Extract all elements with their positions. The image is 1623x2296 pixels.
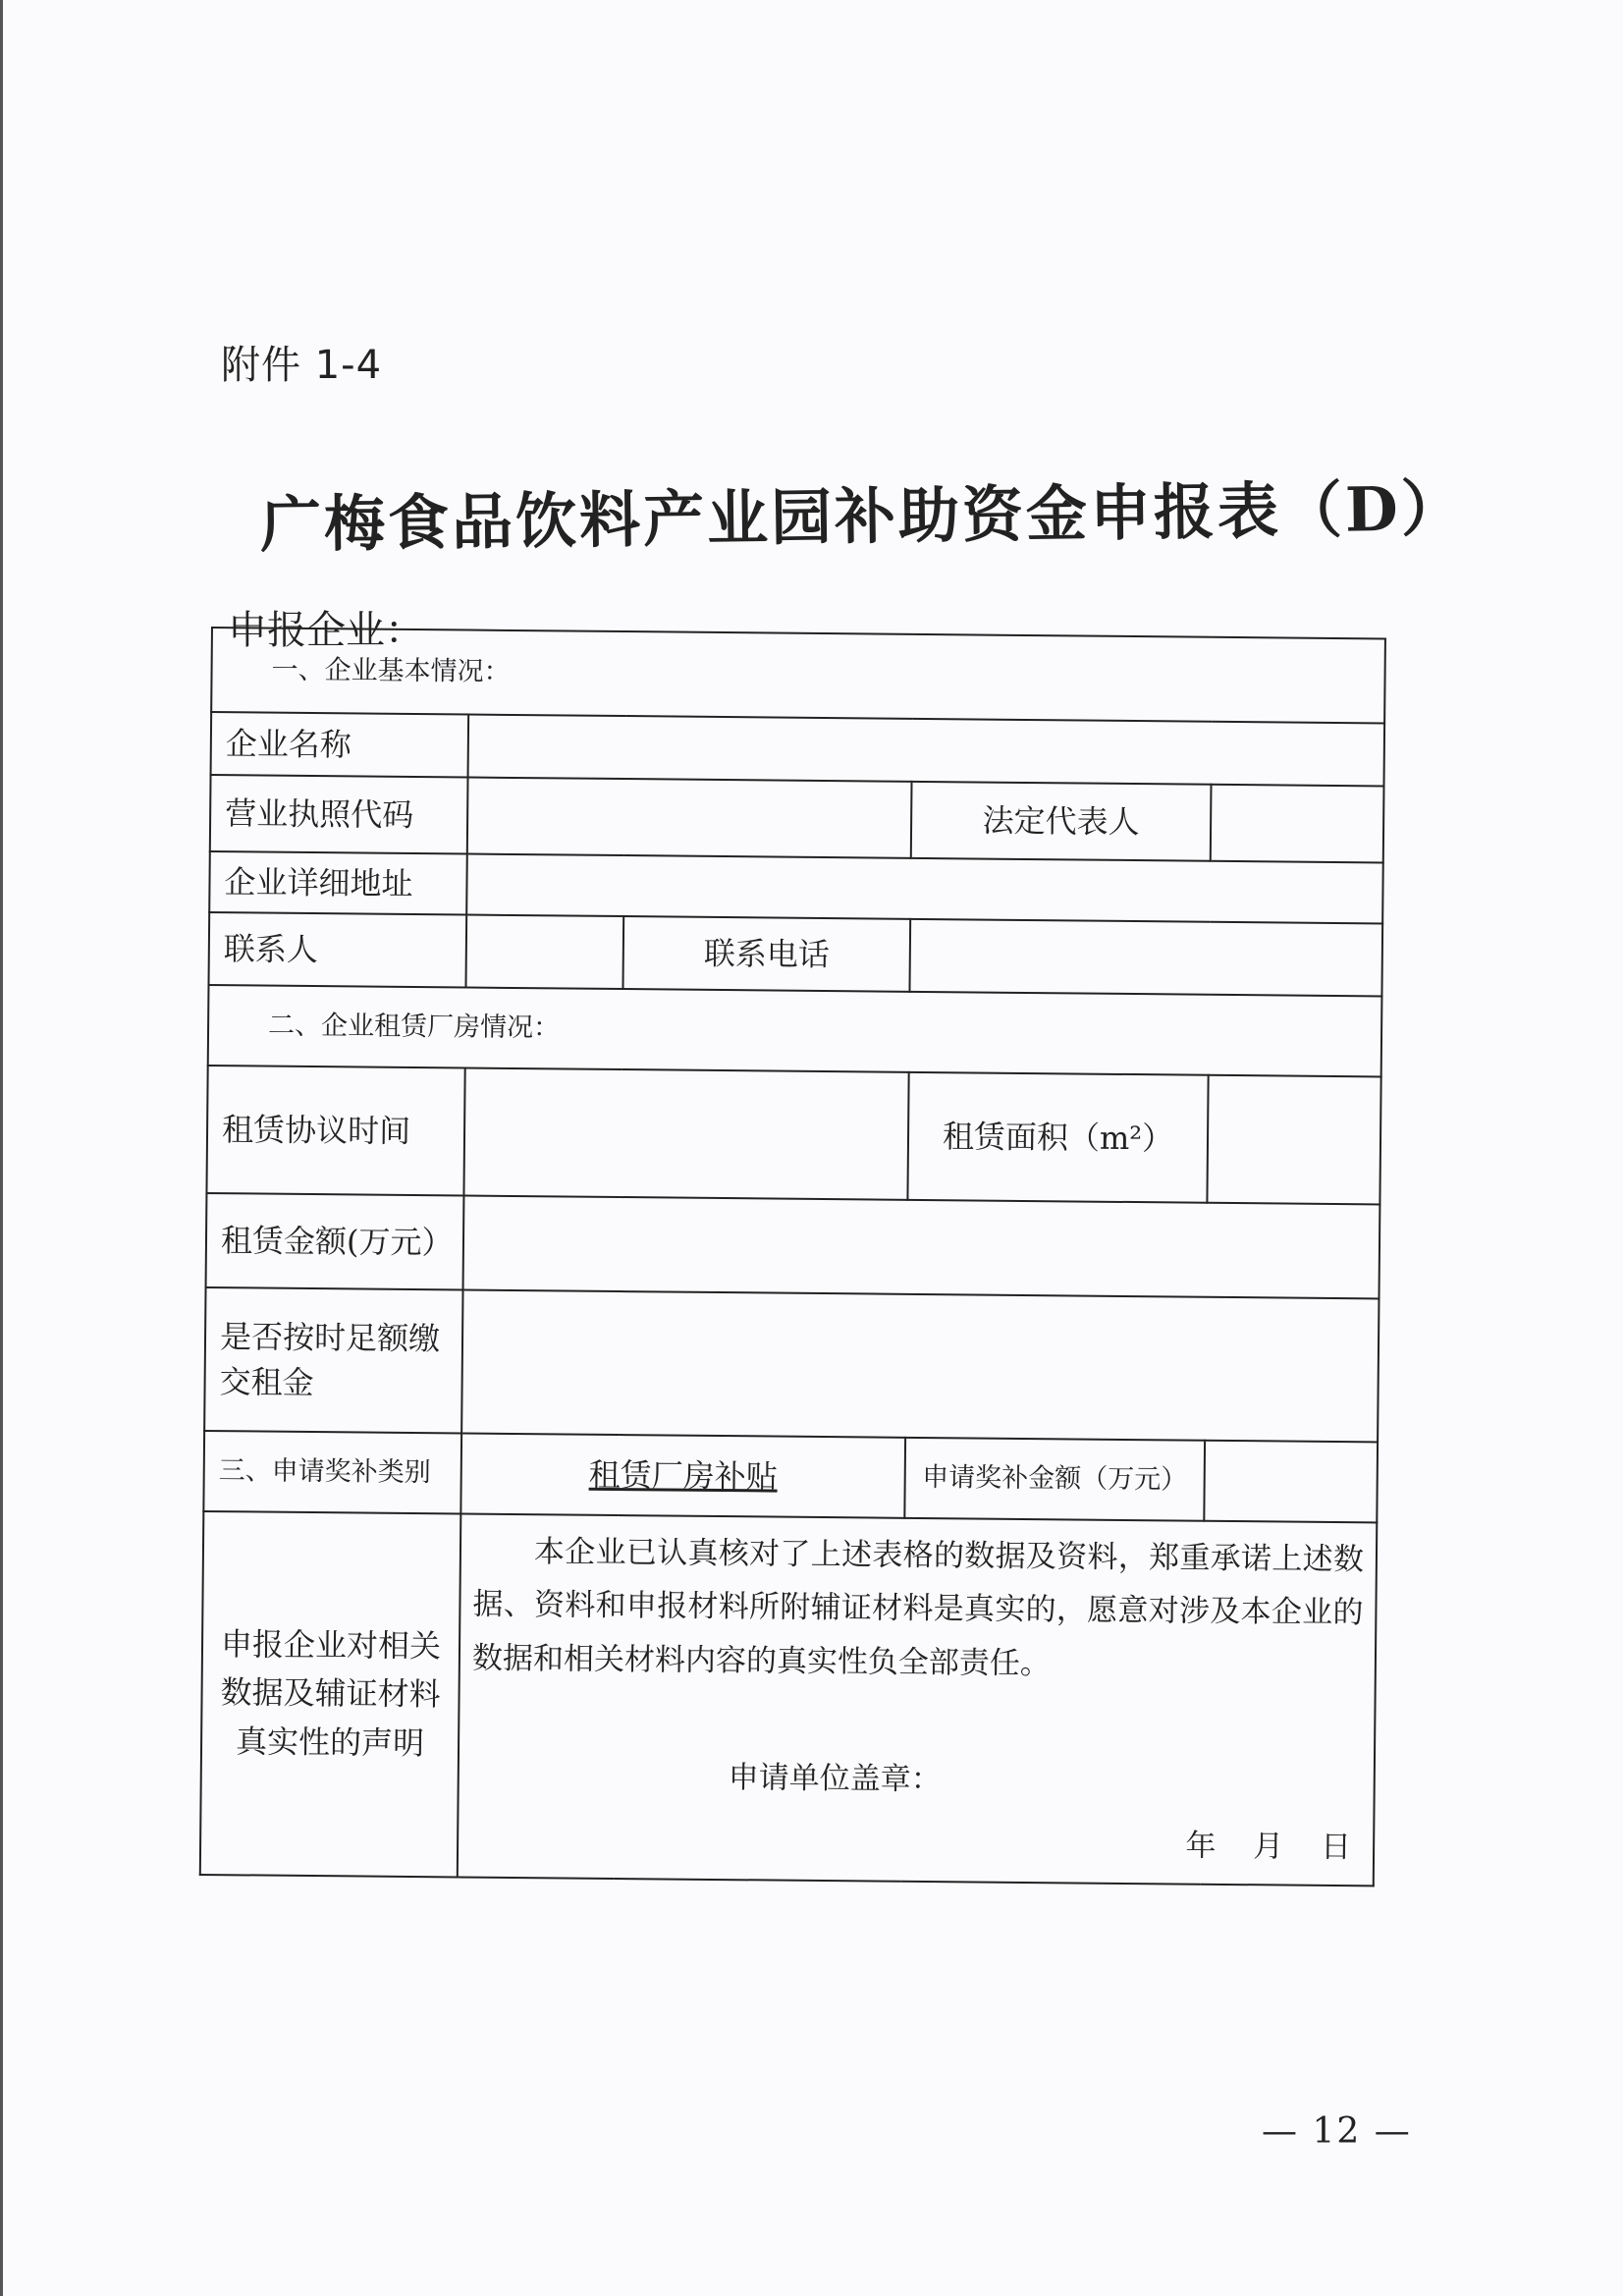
- subsidy-type-value: 租赁厂房补贴: [460, 1433, 905, 1517]
- rent-paid-label: 是否按时足额缴交租金: [204, 1287, 462, 1434]
- company-name-field[interactable]: [468, 715, 1385, 787]
- page-edge: [0, 0, 3, 2296]
- address-field[interactable]: [466, 854, 1383, 924]
- license-code-label: 营业执照代码: [210, 775, 468, 854]
- section-subsidy-type: 三、申请奖补类别: [203, 1431, 461, 1514]
- contact-field[interactable]: [465, 915, 623, 990]
- page-number: — 12 —: [1262, 2111, 1412, 2152]
- section-basic-info: 一、企业基本情况：: [211, 628, 1385, 723]
- phone-label: 联系电话: [622, 916, 910, 992]
- application-form: [199, 627, 1399, 1865]
- attachment-label: 附件 1-4: [221, 343, 383, 388]
- lease-amount-field[interactable]: [463, 1195, 1380, 1298]
- address-label: 企业详细地址: [209, 851, 467, 915]
- form-title: 广梅食品饮料产业园补助资金申报表（D）: [259, 471, 1466, 561]
- lease-amount-label: 租赁金额(万元）: [206, 1193, 464, 1290]
- lease-period-label: 租赁协议时间: [206, 1066, 464, 1196]
- applicant-label: 申报企业：: [228, 608, 424, 653]
- company-name-label: 企业名称: [211, 712, 469, 778]
- subsidy-amount-field[interactable]: [1204, 1441, 1378, 1523]
- seal-label: 申请单位盖章：: [728, 1759, 942, 1797]
- subsidy-amount-label: 申请奖补金额（万元）: [904, 1438, 1205, 1521]
- lease-area-label: 租赁面积（m²）: [907, 1072, 1208, 1203]
- contact-label: 联系人: [208, 912, 466, 988]
- legal-rep-field[interactable]: [1211, 785, 1384, 863]
- lease-period-field[interactable]: [463, 1068, 908, 1200]
- phone-field[interactable]: [909, 919, 1382, 997]
- section-lease-info: 二、企业租赁厂房情况：: [208, 985, 1382, 1076]
- legal-rep-label: 法定代表人: [911, 782, 1212, 861]
- declaration-cell: [458, 1513, 1378, 1886]
- declaration-label: 申报企业对相关数据及辅证材料真实性的声明: [200, 1511, 461, 1877]
- license-code-field[interactable]: [467, 778, 912, 858]
- date-label: 年 月 日: [1185, 1828, 1352, 1865]
- rent-paid-field[interactable]: [461, 1289, 1379, 1442]
- lease-area-field[interactable]: [1207, 1075, 1380, 1205]
- declaration-text: 本企业已认真核对了上述表格的数据及资料，郑重承诺上述数据、资料和申报材料所附辅证材料是真实的，愿意对涉及本企业的数据和相关材料内容的真实性负全部责任。: [471, 1534, 1365, 1681]
